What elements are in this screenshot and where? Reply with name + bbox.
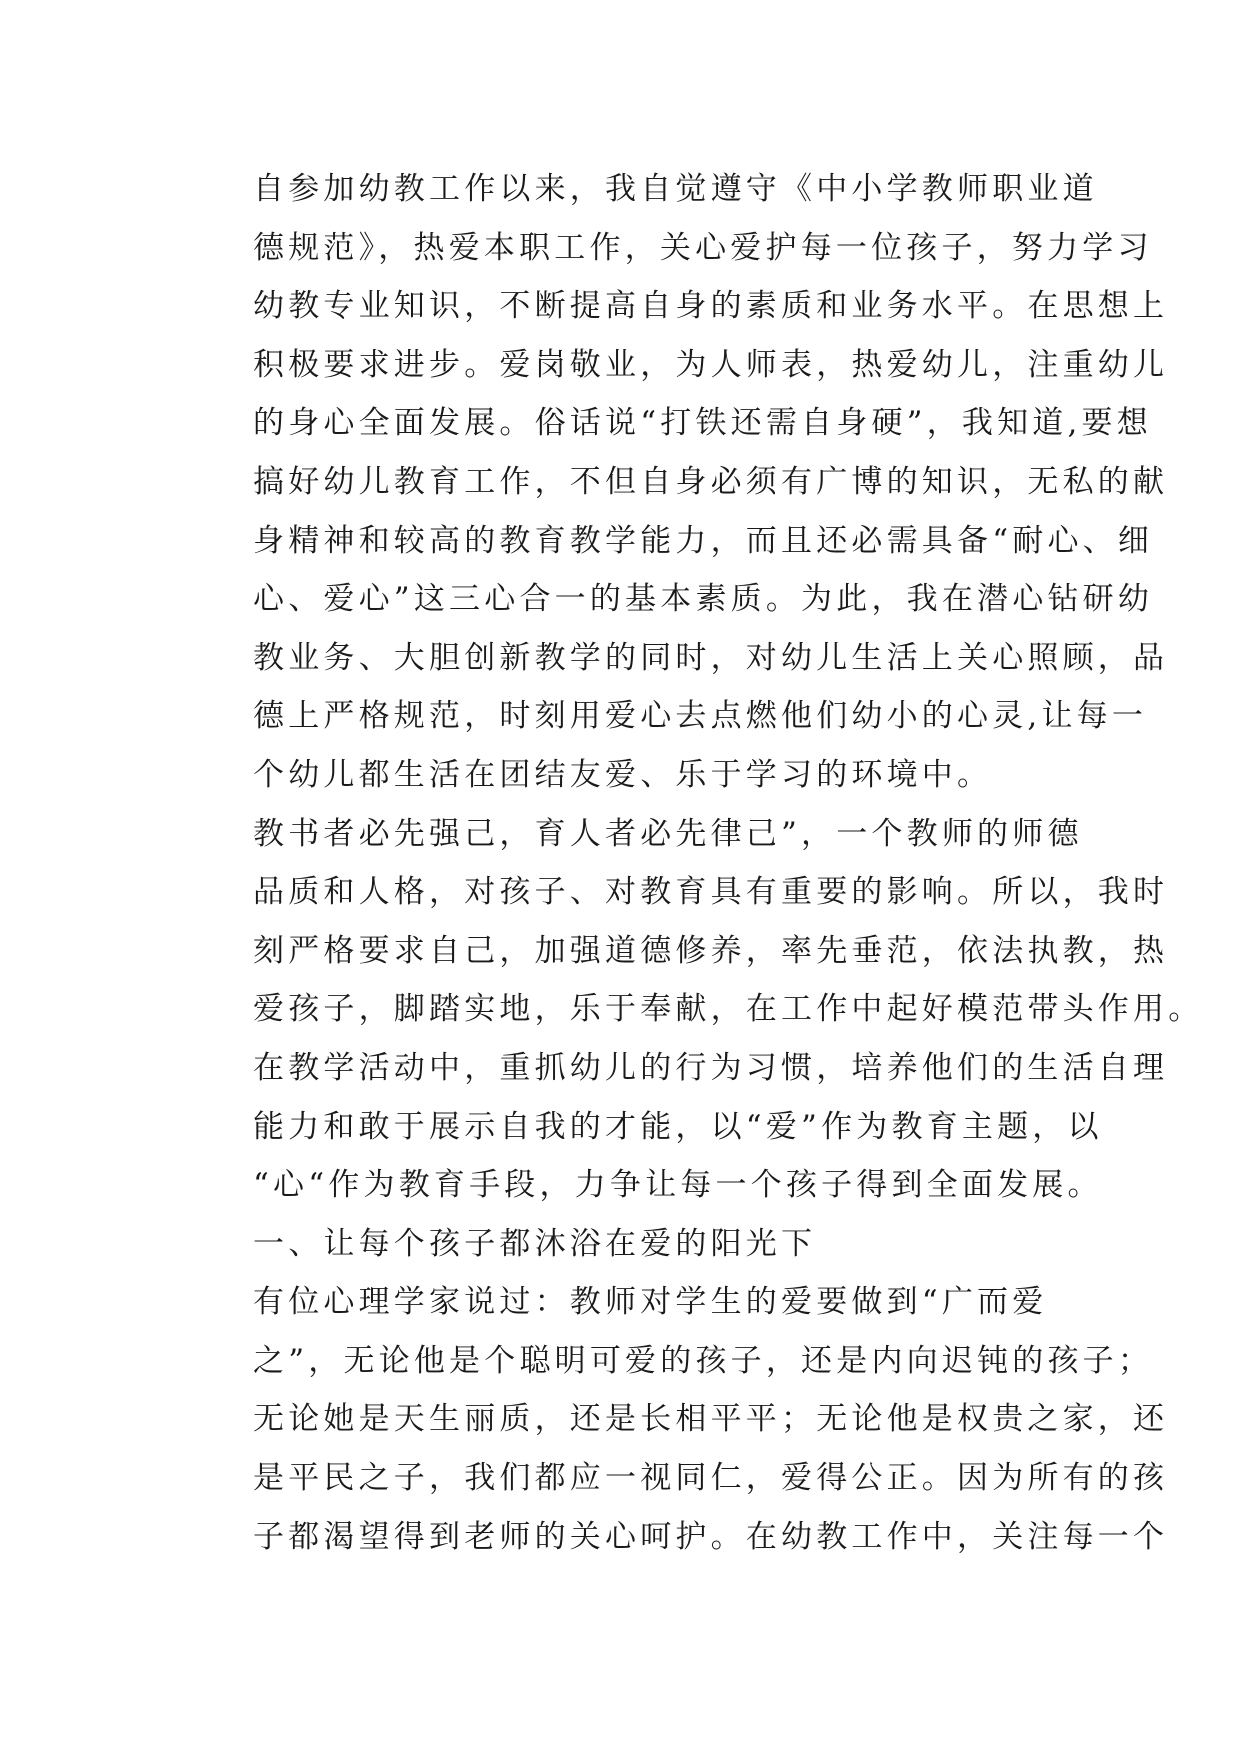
section-heading xyxy=(191,1215,1046,1274)
text-line: 德规范》，热爱本职工作，关心爱护每一位孩子，努力学习 xyxy=(253,229,1153,266)
text-line: 幼教专业知识，不断提高自身的素质和业务水平。在思想上 xyxy=(253,288,1169,325)
text-line: 是平民之子，我们都应一视同仁，爱得公正。因为所有的孩 xyxy=(253,1460,1169,1497)
text-line: 能力和敢于展示自我的才能，以“爱”作为教育主题，以 xyxy=(253,1108,1103,1145)
text-line: 之”，无论他是个聪明可爱的孩子，还是内向迟钝的孩子； xyxy=(253,1342,1154,1379)
text-line: 子都渴望得到老师的关心呵护。在幼教工作中，关注每一个 xyxy=(253,1518,1169,1555)
text-line: 在教学活动中，重抓幼儿的行为习惯，培养他们的生活自理 xyxy=(253,1049,1169,1086)
text-line: 无论她是天生丽质，还是长相平平；无论他是权贵之家，还 xyxy=(253,1401,1169,1438)
text-line: 德上严格规范，时刻用爱心去点燃他们幼小的心灵,让每一 xyxy=(253,698,1148,735)
text-line: 积极要求进步。爱岗敬业，为人师表，热爱幼儿，注重幼儿 xyxy=(253,346,1169,383)
text-line: 的身心全面发展。俗话说“打铁还需自身硬”，我知道,要想 xyxy=(253,405,1152,442)
text-line: 教书者必先强己，育人者必先律己”，一个教师的师德 xyxy=(253,815,1083,852)
text-line: 品质和人格，对孩子、对教育具有重要的影响。所以，我时 xyxy=(253,874,1169,911)
text-line: 刻严格要求自己，加强道德修养，率先垂范，依法执教，热 xyxy=(253,932,1169,969)
paragraph-1 xyxy=(191,160,1169,805)
text-line: 身精神和较高的教育教学能力，而且还必需具备“耐心、细 xyxy=(253,522,1154,559)
section-heading-text: 一、让每个孩子都沐浴在爱的阳光下 xyxy=(253,1225,817,1262)
text-line: 个幼儿都生活在团结友爱、乐于学习的环境中。 xyxy=(253,756,993,793)
text-line: 教业务、大胆创新教学的同时，对幼儿生活上关心照顾，品 xyxy=(253,639,1169,676)
text-line: “心“作为教育手段，力争让每一个孩子得到全面发展。 xyxy=(253,1167,1103,1204)
text-line: 有位心理学家说过：教师对学生的爱要做到“广而爱 xyxy=(253,1284,1048,1321)
text-line: 自参加幼教工作以来，我自觉遵守《中小学教师职业道 xyxy=(253,171,1098,207)
paragraph-3 xyxy=(191,1273,1169,1566)
document-body xyxy=(191,160,1204,1566)
text-line: 爱孩子，脚踏实地，乐于奉献，在工作中起好模范带头作用。 xyxy=(253,991,1204,1028)
text-line: 搞好幼儿教育工作，不但自身必须有广博的知识，无私的献 xyxy=(253,463,1169,500)
paragraph-2 xyxy=(191,805,1204,1215)
text-line: 心、爱心”这三心合一的基本素质。为此，我在潜心钻研幼 xyxy=(253,581,1154,618)
